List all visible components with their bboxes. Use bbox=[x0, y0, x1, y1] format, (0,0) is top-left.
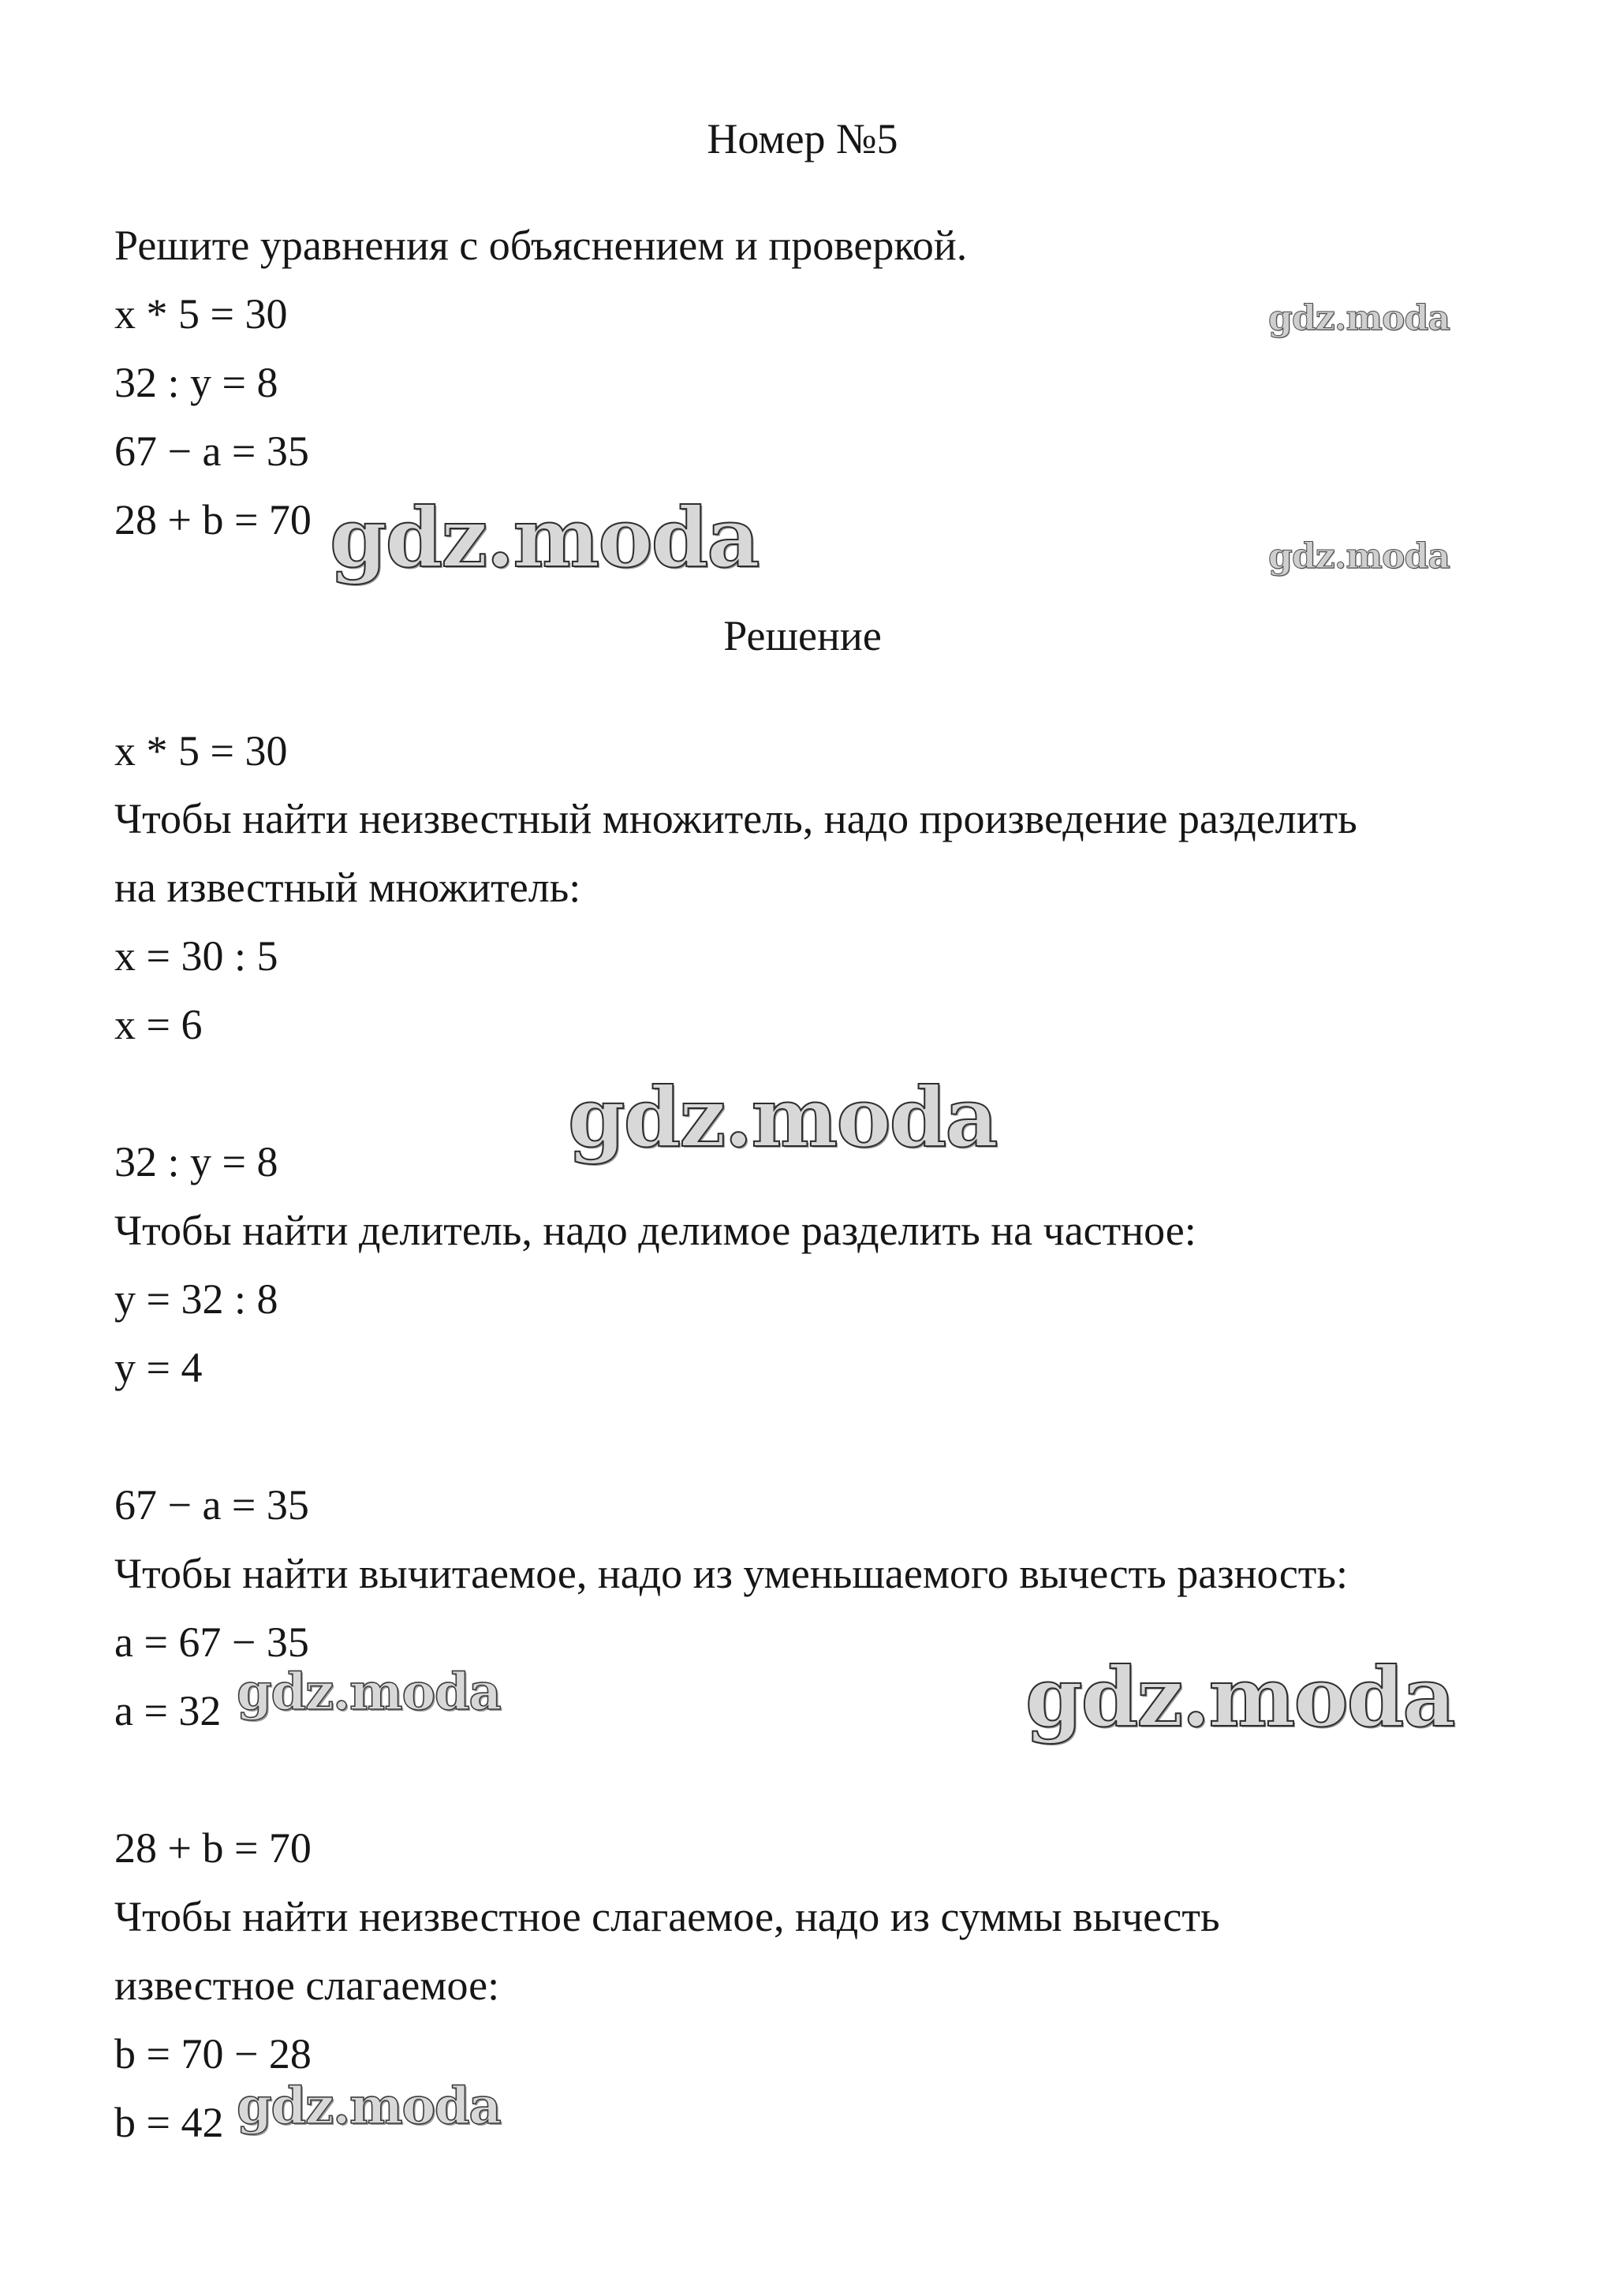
task-equation: 32 : y = 8 bbox=[114, 359, 278, 406]
watermark-logo: gdz.moda bbox=[1025, 1648, 1454, 1745]
watermark-logo: gdz.moda bbox=[330, 489, 759, 586]
watermark-logo: gdz.moda bbox=[568, 1069, 997, 1166]
solution-answer: a = 32 bbox=[114, 1687, 222, 1734]
solution-rule: Чтобы найти вычитаемое, надо из уменьшаемого вычесть разность: bbox=[114, 1550, 1349, 1597]
solution-answer: y = 4 bbox=[114, 1344, 203, 1391]
task-statement: Решите уравнения с объяснением и проверкой. bbox=[114, 222, 968, 269]
solution-rule: Чтобы найти неизвестный множитель, надо произведение разделить bbox=[114, 795, 1357, 842]
page-title: Номер №5 bbox=[707, 115, 898, 162]
solution-step: b = 70 − 28 bbox=[114, 2030, 312, 2078]
solution-heading: Решение bbox=[723, 612, 882, 659]
watermark-logo: gdz.moda bbox=[237, 1663, 501, 1722]
solution-step: a = 67 − 35 bbox=[114, 1618, 309, 1666]
solution-equation: x * 5 = 30 bbox=[114, 727, 288, 775]
solution-answer: b = 42 bbox=[114, 2099, 224, 2146]
task-equation: 28 + b = 70 bbox=[114, 496, 312, 543]
solution-equation: 32 : y = 8 bbox=[114, 1138, 278, 1185]
solution-rule: Чтобы найти неизвестное слагаемое, надо из суммы вычесть bbox=[114, 1893, 1220, 1940]
solution-rule: известное слагаемое: bbox=[114, 1962, 500, 2009]
solution-step: x = 30 : 5 bbox=[114, 932, 278, 980]
solution-equation: 67 − a = 35 bbox=[114, 1481, 309, 1529]
solution-step: y = 32 : 8 bbox=[114, 1275, 278, 1323]
solution-answer: x = 6 bbox=[114, 1001, 203, 1048]
solution-equation: 28 + b = 70 bbox=[114, 1824, 312, 1872]
task-equation: 67 − a = 35 bbox=[114, 427, 309, 475]
watermark-logo: gdz.moda bbox=[1268, 536, 1450, 577]
watermark-logo: gdz.moda bbox=[1268, 298, 1450, 338]
solution-rule: на известный множитель: bbox=[114, 864, 581, 911]
task-equation: x * 5 = 30 bbox=[114, 290, 288, 338]
watermark-logo: gdz.moda bbox=[237, 2077, 501, 2136]
solution-rule: Чтобы найти делитель, надо делимое разделить на частное: bbox=[114, 1207, 1196, 1254]
